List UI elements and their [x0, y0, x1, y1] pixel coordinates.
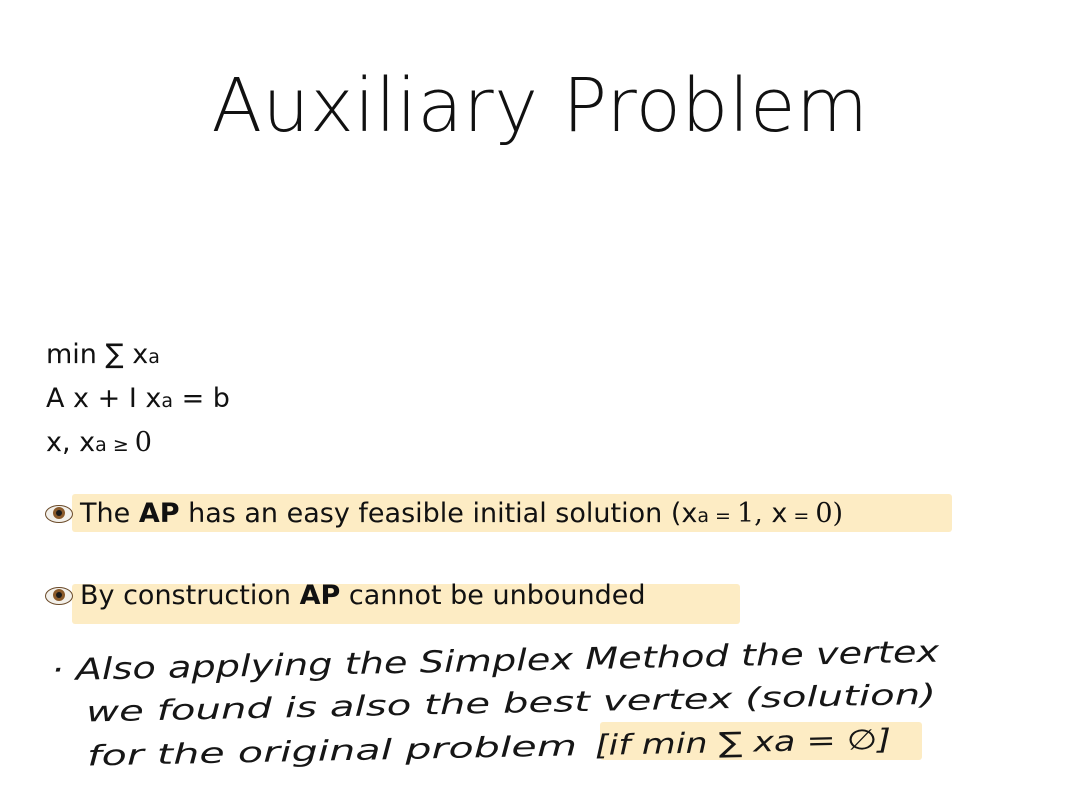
constraint-line: A x + I xa = b: [46, 383, 230, 414]
handwritten-line-2: we found is also the best vertex (solution): [85, 683, 678, 729]
handwritten-line-3: for the original problem: [86, 732, 420, 773]
handwritten-line-1: · Also applying the Simplex Method the vertex: [50, 638, 748, 689]
objective-line: min ∑ xa: [46, 339, 160, 370]
slide-title: Auxiliary Problem: [211, 63, 869, 149]
bullet-text: The AP has an easy feasible initial solution (xa = 1, x = 0): [80, 498, 844, 529]
handwritten-bracket-condition: [if min ∑ xa = ∅]: [594, 723, 833, 762]
nonnegativity-line: x, xa ≥ 0: [46, 427, 152, 458]
bullet-text: By construction AP cannot be unbounded: [80, 580, 646, 611]
